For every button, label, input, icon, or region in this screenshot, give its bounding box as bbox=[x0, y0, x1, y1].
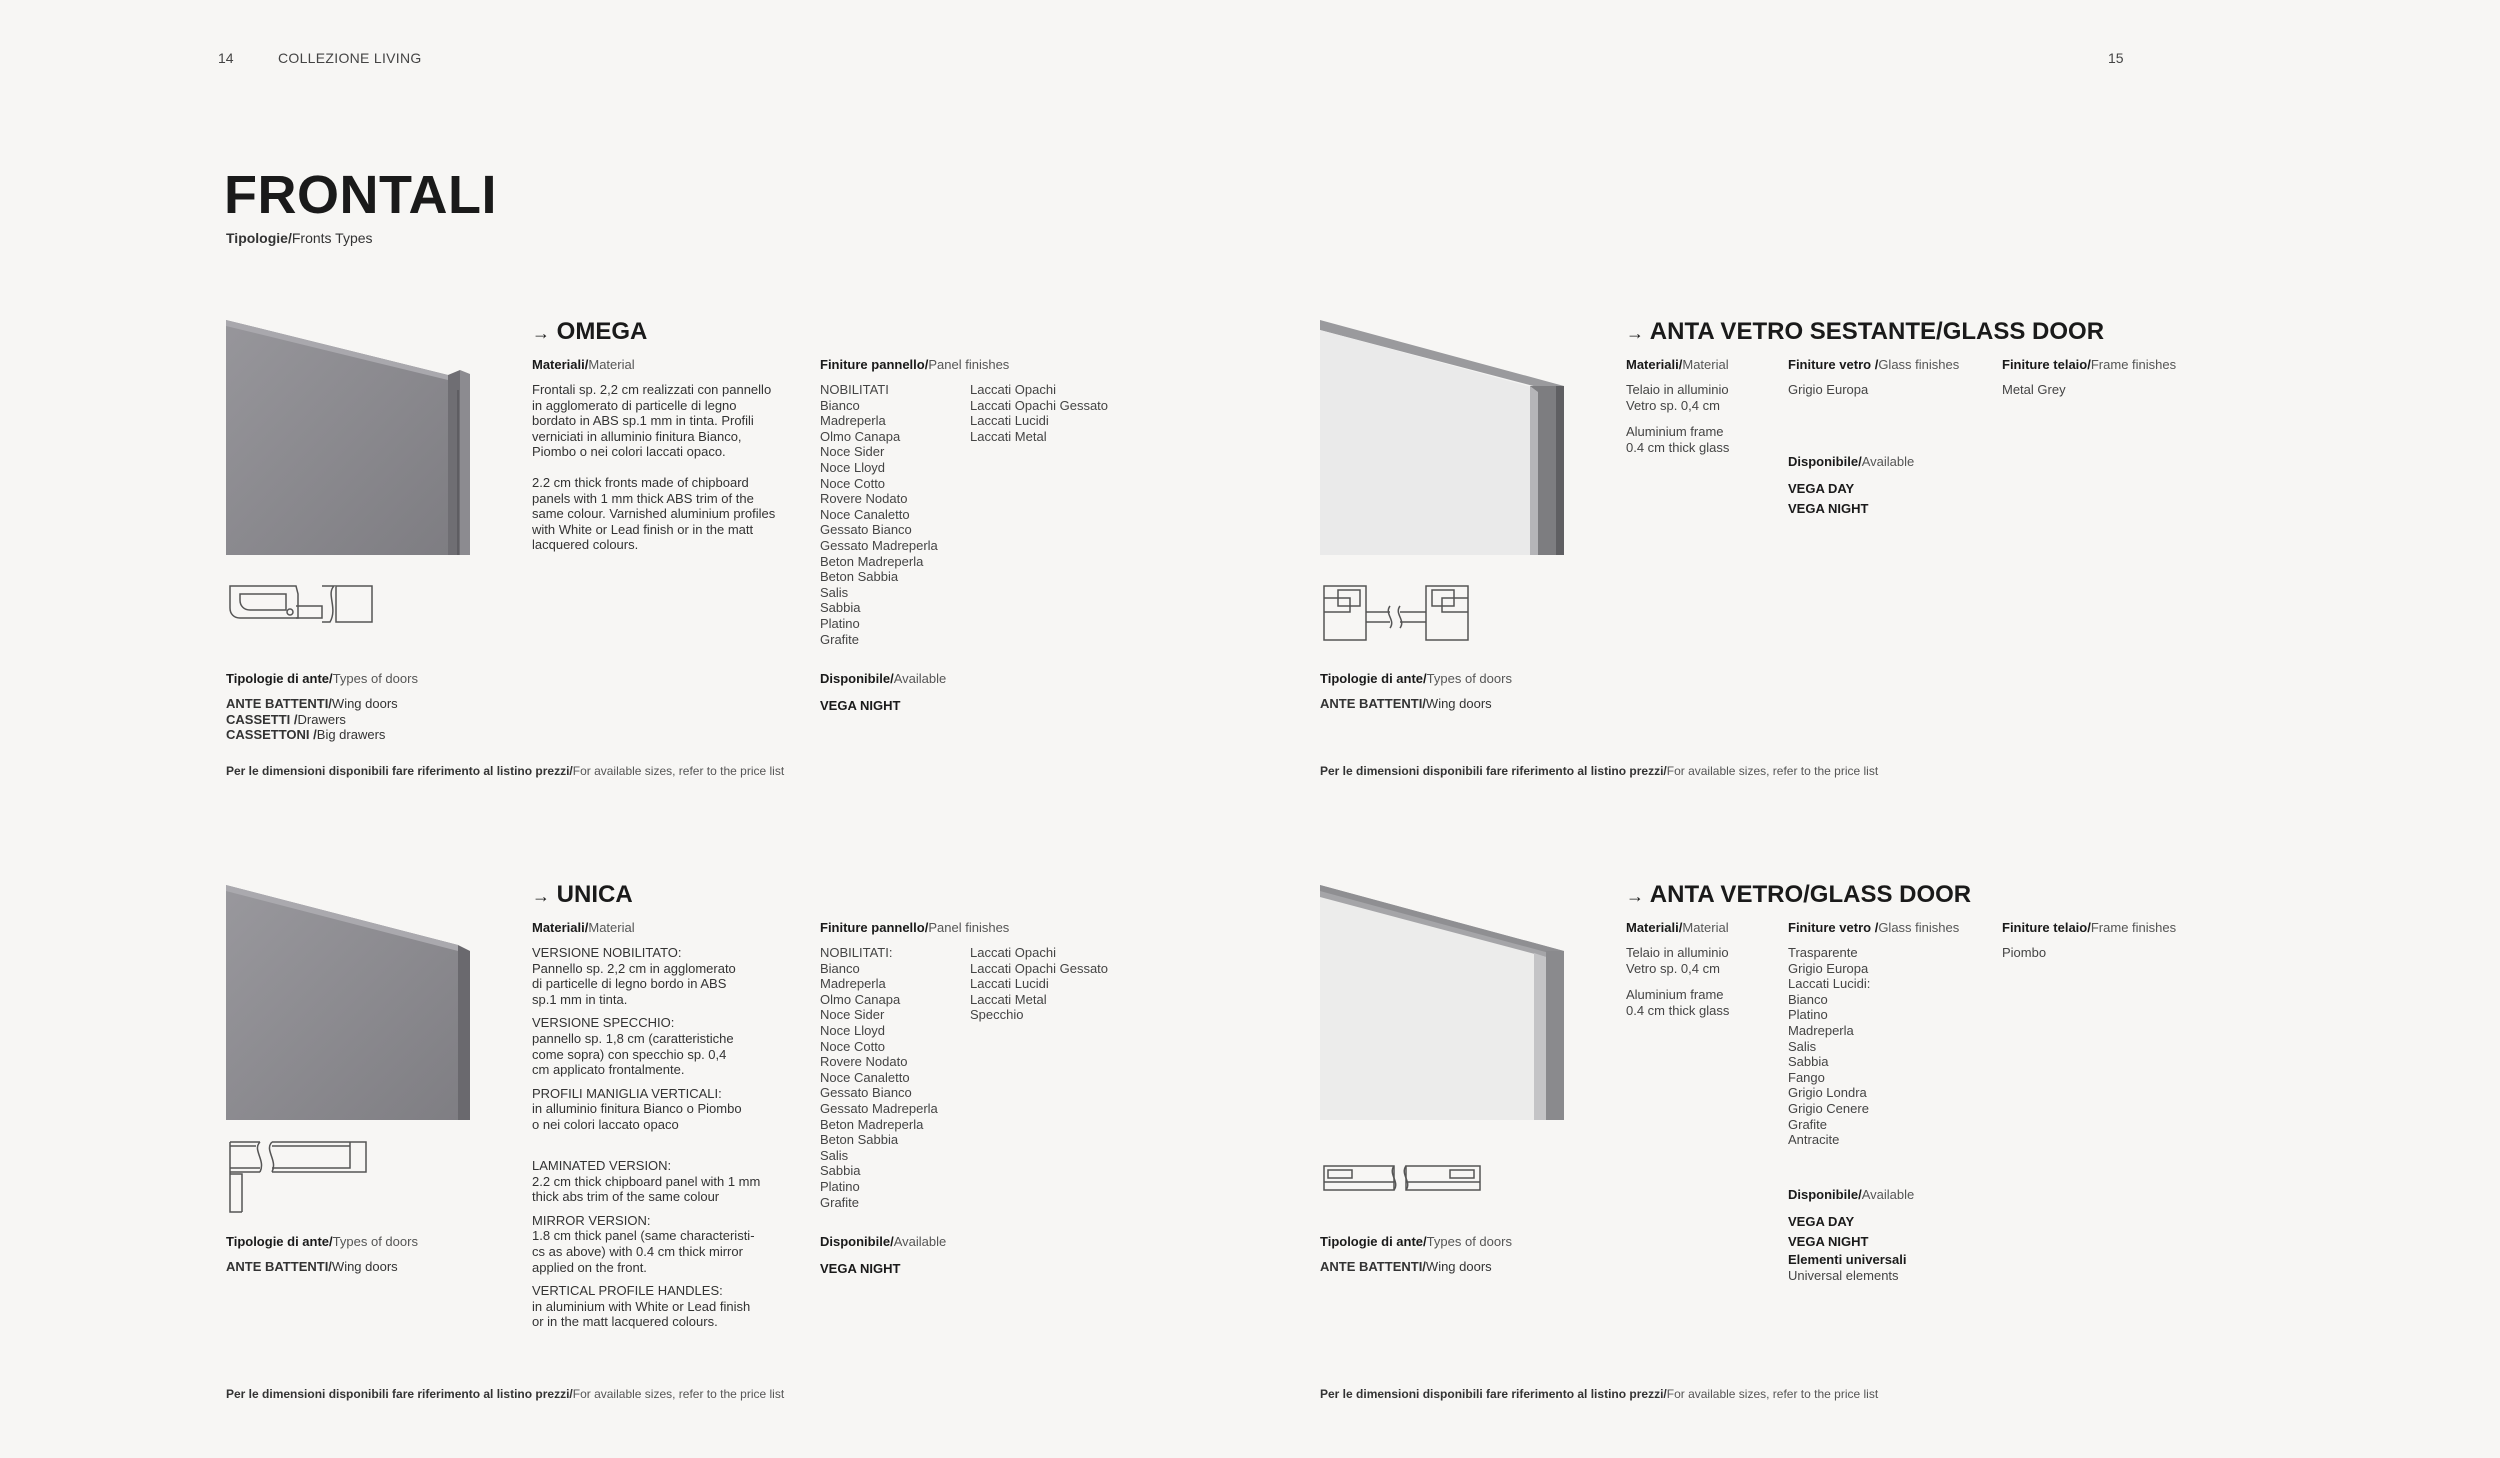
list-item: Rovere Nodato bbox=[820, 491, 908, 507]
sestante-materials-it bbox=[1626, 382, 1729, 413]
list-item: Madreperla bbox=[1788, 1022, 1854, 1038]
vetro-panel-image bbox=[1320, 885, 1564, 1120]
omega-available-list bbox=[820, 696, 900, 716]
list-item: Aluminium frame bbox=[1626, 424, 1724, 439]
description-block bbox=[532, 945, 802, 1007]
description-block bbox=[532, 1213, 802, 1275]
description-line: come sopra) con specchio sp. 0,4 bbox=[532, 1046, 727, 1062]
vetro-glass-list bbox=[1788, 945, 1870, 1148]
list-item: Platino bbox=[820, 615, 860, 631]
omega-desc-it: Frontali sp. 2,2 cm realizzati con pannello in agglomerato di particelle di legno bordato in ABS sp.1 mm in tinta. Profili verniciati in alluminio finitura Bianco, Piombo o nei colori laccati opaco. bbox=[532, 382, 772, 460]
omega-available-label: Disponibile/Available bbox=[820, 671, 947, 686]
sestante-glass-label: Finiture vetro /Glass finishes bbox=[1788, 357, 1960, 372]
vetro-types-list bbox=[1320, 1259, 1492, 1275]
door-type-translation: Wing doors bbox=[331, 1259, 398, 1274]
list-item: Gessato Bianco bbox=[820, 522, 912, 538]
description-block bbox=[532, 1158, 802, 1205]
door-type-name: CASSETTI / bbox=[226, 711, 298, 727]
page-title: FRONTALI bbox=[224, 165, 497, 225]
unica-footer-note: Per le dimensioni disponibili fare riferimento al listino prezzi/For available sizes, refer to the price list bbox=[226, 1387, 785, 1401]
omega-desc-en: 2.2 cm thick fronts made of chipboard panels with 1 mm thick ABS trim of the same colour. Varnished aluminium profiles with White or Lead finish or in the matt lacquered colours. bbox=[532, 474, 776, 553]
list-item: Madreperla bbox=[820, 413, 886, 429]
description-line: Pannello sp. 2,2 cm in agglomerato bbox=[532, 960, 736, 976]
list-item: VEGA DAY bbox=[1788, 1214, 1855, 1229]
description-heading: VERSIONE NOBILITATO: bbox=[532, 945, 682, 960]
omega-finishes-label: Finiture pannello/Panel finishes bbox=[820, 357, 1010, 372]
list-item: Laccati Metal bbox=[970, 991, 1047, 1007]
door-type-item bbox=[226, 696, 398, 712]
vetro-available-list bbox=[1788, 1212, 1868, 1252]
list-item: Bianco bbox=[820, 397, 860, 413]
omega-description bbox=[532, 382, 782, 553]
list-item: Beton Madreperla bbox=[820, 553, 924, 569]
description-heading: PROFILI MANIGLIA VERTICALI: bbox=[532, 1085, 722, 1101]
list-item: Laccati Lucidi bbox=[970, 976, 1049, 992]
description-heading: LAMINATED VERSION: bbox=[532, 1158, 672, 1173]
list-item: Laccati Lucidi: bbox=[1788, 976, 1871, 992]
list-item: Grigio Londra bbox=[1788, 1085, 1867, 1101]
list-item: VEGA NIGHT bbox=[820, 698, 901, 713]
list-item: Noce Canaletto bbox=[820, 1069, 910, 1085]
list-item: Noce Sider bbox=[820, 444, 885, 460]
door-type-item bbox=[1320, 696, 1492, 712]
list-item: Grigio Europa bbox=[1788, 382, 1869, 397]
sestante-frame-list bbox=[2002, 382, 2066, 398]
sestante-frame-label: Finiture telaio/Frame finishes bbox=[2002, 357, 2177, 372]
list-item: Trasparente bbox=[1788, 945, 1858, 960]
list-item: Gessato Bianco bbox=[820, 1085, 912, 1101]
list-item: Laccati Opachi Gessato bbox=[970, 960, 1109, 976]
list-item: Gessato Madreperla bbox=[820, 1100, 938, 1116]
description-line: 2.2 cm thick chipboard panel with 1 mm bbox=[532, 1173, 761, 1189]
list-item: 0.4 cm thick glass bbox=[1626, 1002, 1730, 1018]
sestante-available-list bbox=[1788, 479, 1868, 519]
sestante-glass-list bbox=[1788, 382, 1868, 398]
list-item: Metal Grey bbox=[2002, 382, 2066, 397]
list-item: Beton Madreperla bbox=[820, 1116, 924, 1132]
description-line: o nei colori laccato opaco bbox=[532, 1116, 679, 1132]
description-heading: VERTICAL PROFILE HANDLES: bbox=[532, 1283, 723, 1299]
list-item: Laccati Opachi bbox=[970, 382, 1056, 397]
vetro-glass-label: Finiture vetro /Glass finishes bbox=[1788, 920, 1960, 935]
list-item: Bianco bbox=[820, 960, 860, 976]
sestante-types-list bbox=[1320, 696, 1492, 712]
list-item: Grigio Europa bbox=[1788, 960, 1869, 976]
list-item: Platino bbox=[1788, 1007, 1828, 1023]
omega-types-list bbox=[226, 696, 398, 743]
vetro-available-label: Disponibile/Available bbox=[1788, 1187, 1915, 1202]
unica-description-it bbox=[532, 945, 802, 1141]
vetro-footer-note: Per le dimensioni disponibili fare riferimento al listino prezzi/For available sizes, refer to the price list bbox=[1320, 1387, 1879, 1401]
door-type-translation: Wing doors bbox=[1425, 1259, 1492, 1274]
omega-types-label: Tipologie di ante/Types of doors bbox=[226, 671, 418, 686]
sestante-panel-image bbox=[1320, 320, 1564, 555]
omega-finishes-col1 bbox=[820, 382, 938, 647]
list-item: Platino bbox=[820, 1178, 860, 1194]
list-item: Rovere Nodato bbox=[820, 1054, 908, 1070]
description-line: 1.8 cm thick panel (same characteristi- bbox=[532, 1228, 755, 1244]
door-type-translation: Wing doors bbox=[331, 696, 398, 711]
list-item: VEGA NIGHT bbox=[1788, 1234, 1869, 1249]
omega-finishes-col2 bbox=[970, 382, 1108, 444]
door-type-item bbox=[226, 1259, 398, 1275]
list-item: NOBILITATI: bbox=[820, 945, 893, 960]
list-item: Sabbia bbox=[1788, 1054, 1829, 1070]
list-item: VEGA NIGHT bbox=[1788, 501, 1869, 516]
list-item: Sabbia bbox=[820, 600, 861, 616]
list-item: Salis bbox=[1788, 1038, 1817, 1054]
description-block bbox=[532, 1086, 802, 1133]
sestante-types-label: Tipologie di ante/Types of doors bbox=[1320, 671, 1512, 686]
vetro-materials-en bbox=[1626, 987, 1729, 1018]
list-item: Piombo bbox=[2002, 945, 2047, 960]
unica-title: → UNICA bbox=[532, 881, 633, 908]
sestante-title: → ANTA VETRO SESTANTE/GLASS DOOR bbox=[1626, 318, 2105, 345]
description-line: pannello sp. 1,8 cm (caratteristiche bbox=[532, 1030, 734, 1046]
list-item: Madreperla bbox=[820, 976, 886, 992]
unica-types-list bbox=[226, 1259, 398, 1275]
sestante-profile-diagram bbox=[1320, 582, 1472, 644]
page-number-right: 15 bbox=[2108, 50, 2124, 66]
omega-profile-diagram bbox=[226, 582, 376, 626]
door-type-translation: Drawers bbox=[297, 711, 346, 727]
omega-title: → OMEGA bbox=[532, 318, 648, 345]
list-item: Telaio in alluminio bbox=[1626, 382, 1729, 397]
vetro-types-label: Tipologie di ante/Types of doors bbox=[1320, 1234, 1512, 1249]
description-line: cs as above) with 0.4 cm thick mirror bbox=[532, 1243, 743, 1259]
sestante-available-label: Disponibile/Available bbox=[1788, 454, 1915, 469]
list-item: Aluminium frame bbox=[1626, 987, 1724, 1002]
description-heading: MIRROR VERSION: bbox=[532, 1212, 651, 1228]
unica-available-list bbox=[820, 1259, 900, 1279]
list-item: Noce Sider bbox=[820, 1007, 885, 1023]
list-item: Noce Canaletto bbox=[820, 506, 910, 522]
unica-panel-image bbox=[226, 885, 470, 1120]
list-item: Olmo Canapa bbox=[820, 428, 901, 444]
list-item: Sabbia bbox=[820, 1163, 861, 1179]
description-block bbox=[532, 1015, 802, 1077]
list-item: Grafite bbox=[820, 631, 860, 647]
list-item: NOBILITATI bbox=[820, 382, 889, 397]
door-type-name: CASSETTONI / bbox=[226, 727, 317, 743]
unica-finishes-col2 bbox=[970, 945, 1108, 1023]
unica-materials-label: Materiali/Material bbox=[532, 920, 635, 935]
description-line: cm applicato frontalmente. bbox=[532, 1062, 685, 1078]
door-type-name: ANTE BATTENTI/ bbox=[1320, 696, 1426, 711]
list-item: Laccati Lucidi bbox=[970, 413, 1049, 429]
list-item: VEGA NIGHT bbox=[820, 1261, 901, 1276]
list-item: Bianco bbox=[1788, 991, 1828, 1007]
description-heading: VERSIONE SPECCHIO: bbox=[532, 1015, 675, 1031]
unica-finishes-label: Finiture pannello/Panel finishes bbox=[820, 920, 1010, 935]
sestante-footer-note: Per le dimensioni disponibili fare riferimento al listino prezzi/For available sizes, refer to the price list bbox=[1320, 764, 1879, 778]
description-line: sp.1 mm in tinta. bbox=[532, 991, 628, 1007]
list-item: Noce Lloyd bbox=[820, 459, 886, 475]
list-item: Olmo Canapa bbox=[820, 991, 901, 1007]
list-item: Vetro sp. 0,4 cm bbox=[1626, 960, 1720, 976]
list-item: Grigio Cenere bbox=[1788, 1100, 1869, 1116]
door-type-translation: Big drawers bbox=[316, 727, 386, 743]
list-item: Beton Sabbia bbox=[820, 569, 899, 585]
vetro-frame-list bbox=[2002, 945, 2046, 961]
unica-finishes-col1 bbox=[820, 945, 938, 1210]
door-type-translation: Wing doors bbox=[1425, 696, 1492, 711]
list-item: Vetro sp. 0,4 cm bbox=[1626, 397, 1720, 413]
list-item: Beton Sabbia bbox=[820, 1132, 899, 1148]
unica-types-label: Tipologie di ante/Types of doors bbox=[226, 1234, 418, 1249]
description-line: thick abs trim of the same colour bbox=[532, 1189, 720, 1205]
list-item: Noce Cotto bbox=[820, 475, 886, 491]
page-number-left: 14 bbox=[218, 50, 234, 66]
vetro-universal-label: Elementi universali bbox=[1788, 1252, 1907, 1267]
door-type-name: ANTE BATTENTI/ bbox=[226, 696, 332, 711]
description-line: in aluminium with White or Lead finish bbox=[532, 1298, 751, 1314]
list-item: VEGA DAY bbox=[1788, 481, 1855, 496]
list-item: Fango bbox=[1788, 1069, 1825, 1085]
vetro-title: → ANTA VETRO/GLASS DOOR bbox=[1626, 881, 1972, 908]
omega-materials-label: Materiali/Material bbox=[532, 357, 635, 372]
sestante-materials-label: Materiali/Material bbox=[1626, 357, 1729, 372]
unica-available-label: Disponibile/Available bbox=[820, 1234, 947, 1249]
vetro-materials-label: Materiali/Material bbox=[1626, 920, 1729, 935]
door-type-name: ANTE BATTENTI/ bbox=[1320, 1259, 1426, 1274]
list-item: Telaio in alluminio bbox=[1626, 945, 1729, 960]
list-item: Noce Cotto bbox=[820, 1038, 886, 1054]
vetro-frame-label: Finiture telaio/Frame finishes bbox=[2002, 920, 2177, 935]
omega-panel-image bbox=[226, 320, 470, 555]
sestante-materials-en bbox=[1626, 424, 1729, 455]
door-type-item bbox=[226, 727, 398, 743]
list-item: Antracite bbox=[1788, 1132, 1840, 1148]
list-item: Grafite bbox=[1788, 1116, 1828, 1132]
list-item: Grafite bbox=[820, 1194, 860, 1210]
unica-description-en bbox=[532, 1158, 802, 1338]
unica-profile-diagram bbox=[226, 1138, 370, 1216]
door-type-item bbox=[1320, 1259, 1492, 1275]
vetro-profile-diagram bbox=[1320, 1160, 1484, 1196]
page-subtitle: Tipologie/Fronts Types bbox=[226, 230, 373, 246]
description-line: in alluminio finitura Bianco o Piombo bbox=[532, 1101, 742, 1117]
omega-footer-note: Per le dimensioni disponibili fare riferimento al listino prezzi/For available sizes, refer to the price list bbox=[226, 764, 785, 778]
list-item: Gessato Madreperla bbox=[820, 537, 938, 553]
list-item: Specchio bbox=[970, 1007, 1024, 1023]
list-item: 0.4 cm thick glass bbox=[1626, 439, 1730, 455]
door-type-name: ANTE BATTENTI/ bbox=[226, 1259, 332, 1274]
list-item: Laccati Metal bbox=[970, 428, 1047, 444]
list-item: Laccati Opachi bbox=[970, 945, 1056, 960]
list-item: Noce Lloyd bbox=[820, 1022, 886, 1038]
description-line: di particelle di legno bordo in ABS bbox=[532, 976, 727, 992]
vetro-materials-it bbox=[1626, 945, 1729, 976]
list-item: Salis bbox=[820, 1147, 849, 1163]
list-item: Salis bbox=[820, 584, 849, 600]
description-line: or in the matt lacquered colours. bbox=[532, 1314, 718, 1330]
collection-name: COLLEZIONE LIVING bbox=[278, 50, 422, 66]
description-line: applied on the front. bbox=[532, 1259, 647, 1275]
description-block bbox=[532, 1283, 802, 1330]
list-item: Laccati Opachi Gessato bbox=[970, 397, 1109, 413]
vetro-universal-en: Universal elements bbox=[1788, 1268, 1899, 1283]
door-type-item bbox=[226, 712, 398, 728]
